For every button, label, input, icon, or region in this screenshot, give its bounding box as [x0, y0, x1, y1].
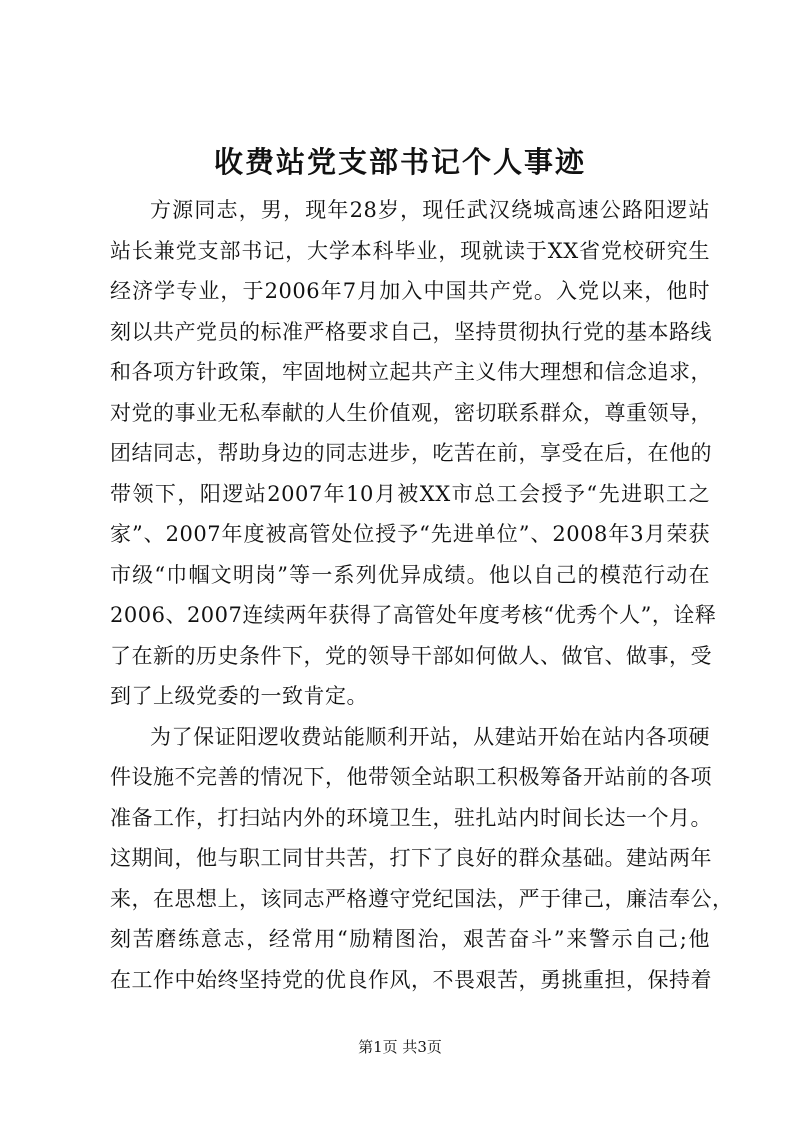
body-line: 刻苦磨练意志，经常用“励精图治，艰苦奋斗”来警示自己;他: [110, 927, 710, 951]
body-line: 经济学专业，于2006年7月加入中国共产党。入党以来，他时: [110, 279, 710, 303]
body-line: 到了上级党委的一致肯定。: [110, 684, 368, 708]
body-line: 来，在思想上，该同志严格遵守党纪国法，严于律己，廉洁奉公，: [110, 886, 734, 911]
body-line: 这期间，他与职工同甘共苦，打下了良好的群众基础。建站两年: [110, 846, 712, 870]
body-line: 站长兼党支部书记，大学本科毕业，现就读于XX省党校研究生: [110, 238, 710, 263]
body-line: 市级“巾帼文明岗”等一系列优异成绩。他以自己的模范行动在: [110, 562, 710, 587]
body-line: 刻以共产党员的标准严格要求自己，坚持贯彻执行党的基本路线: [110, 319, 712, 344]
body-line: 准备工作，打扫站内外的环境卫生，驻扎站内时间长达一个月。: [110, 805, 712, 830]
body-line: 为了保证阳逻收费站能顺利开站，从建站开始在站内各项硬: [150, 724, 710, 749]
body-line: 在工作中始终坚持党的优良作风，不畏艰苦，勇挑重担，保持着: [110, 967, 712, 992]
body-line: 件设施不完善的情况下，他带领全站职工积极筹备开站前的各项: [110, 765, 712, 789]
body-line: 对党的事业无私奉献的人生价值观，密切联系群众，尊重领导，: [110, 400, 712, 425]
body-line: 团结同志，帮助身边的同志进步，吃苦在前，享受在后，在他的: [110, 441, 712, 465]
body-line: 和各项方针政策，牢固地树立起共产主义伟大理想和信念追求，: [110, 360, 712, 384]
body-line: 方源同志，男，现年28岁，现任武汉绕城高速公路阳逻站: [150, 198, 710, 222]
body-line: 2006、2007连续两年获得了高管处年度考核“优秀个人”，诠释: [110, 603, 717, 627]
document-body: [110, 190, 734, 1000]
body-line: 了在新的历史条件下，党的领导干部如何做人、做官、做事，受: [110, 643, 712, 668]
page-footer: 第1页 共3页: [358, 1038, 442, 1056]
body-line: 带领下，阳逻站2007年10月被XX市总工会授予“先进职工之: [110, 481, 710, 506]
body-line: 家”、2007年度被高管处位授予“先进单位”、2008年3月荣获: [110, 522, 710, 546]
document-title: 收费站党支部书记个人事迹: [213, 145, 586, 179]
